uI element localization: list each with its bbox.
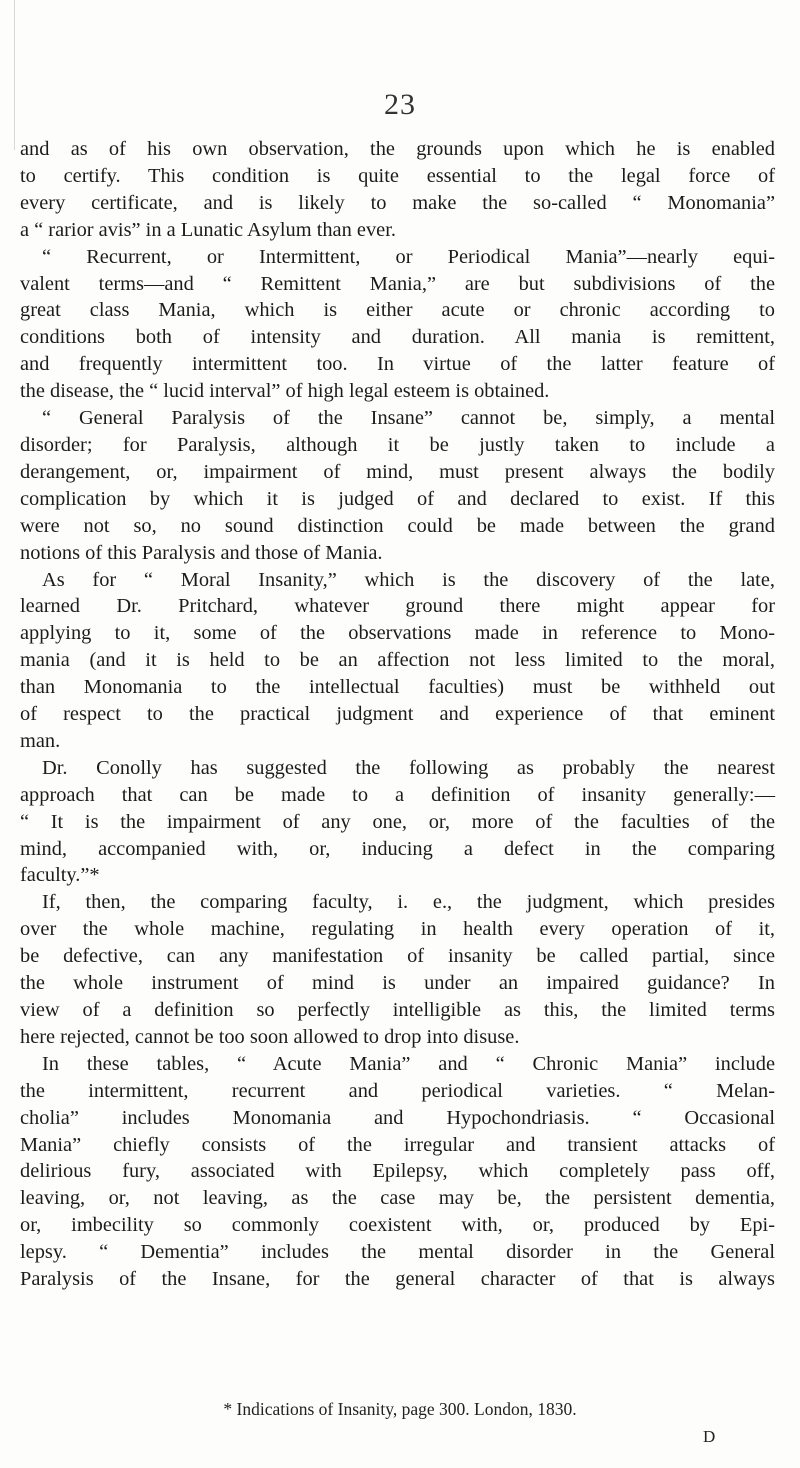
- text-line: disorder; for Paralysis, although it be justly taken to include a: [20, 433, 775, 456]
- text-line: lepsy. “ Dementia” includes the mental disorder in the General: [20, 1241, 775, 1264]
- text-line: every certificate, and is likely to make the so-called “ Monomania”: [20, 191, 775, 214]
- text-line: “ General Paralysis of the Insane” cannot be, simply, a mental: [42, 407, 775, 430]
- text-line: leaving, or, not leaving, as the case may be, the persistent dementia,: [20, 1187, 775, 1210]
- text-line: applying to it, some of the observations made in reference to Mono-: [20, 622, 775, 645]
- text-line: Paralysis of the Insane, for the general character of that is always: [20, 1268, 775, 1291]
- text-line: approach that can be made to a definition of insanity generally:—: [20, 783, 775, 806]
- text-line: or, imbecility so commonly coexistent with, or, produced by Epi-: [20, 1214, 775, 1237]
- text-line: and as of his own observation, the grounds upon which he is enabled: [20, 138, 775, 160]
- footnote: * Indications of Insanity, page 300. London, 1830.: [223, 1399, 577, 1419]
- text-line: In these tables, “ Acute Mania” and “ Chronic Mania” include: [42, 1052, 775, 1075]
- text-line: here rejected, cannot be too soon allowed to drop into disuse.: [20, 1025, 520, 1048]
- text-line: over the whole machine, regulating in health every operation of it,: [20, 918, 775, 941]
- text-line: man.: [20, 729, 61, 752]
- text-line: complication by which it is judged of and declared to exist. If this: [20, 487, 775, 510]
- text-line: than Monomania to the intellectual faculties) must be withheld out: [20, 676, 775, 699]
- page-number: 23: [384, 88, 416, 121]
- text-line: derangement, or, impairment of mind, must present always the bodily: [20, 460, 775, 483]
- text-line: were not so, no sound distinction could be made between the grand: [20, 514, 775, 537]
- text-line: Mania” chiefly consists of the irregular and transient attacks of: [20, 1133, 775, 1156]
- text-line: delirious fury, associated with Epilepsy, which completely pass off,: [20, 1160, 775, 1183]
- text-line: “ Recurrent, or Intermittent, or Periodical Mania”—nearly equi-: [42, 245, 775, 268]
- text-line: the intermittent, recurrent and periodical varieties. “ Melan-: [20, 1079, 775, 1102]
- text-line: faculty.”*: [20, 864, 100, 887]
- text-line: be defective, can any manifestation of insanity be called partial, since: [20, 945, 775, 968]
- text-line: great class Mania, which is either acute or chronic according to: [20, 299, 775, 322]
- text-line: mania (and it is held to be an affection not less limited to the moral,: [20, 649, 775, 672]
- text-line: cholia” includes Monomania and Hypochondriasis. “ Occasional: [20, 1106, 775, 1129]
- text-line: to certify. This condition is quite essential to the legal force of: [20, 164, 775, 187]
- text-line: notions of this Paralysis and those of Mania.: [20, 541, 383, 564]
- body-text: [20, 136, 775, 1293]
- text-line: and frequently intermittent too. In virtue of the latter feature of: [20, 353, 775, 376]
- text-line: If, then, the comparing faculty, i. e., the judgment, which presides: [42, 891, 775, 914]
- text-line: “ It is the impairment of any one, or, more of the faculties of the: [20, 810, 775, 833]
- signature-mark: D: [703, 1427, 716, 1446]
- text-line: As for “ Moral Insanity,” which is the discovery of the late,: [42, 568, 775, 591]
- text-line: a “ rarior avis” in a Lunatic Asylum than ever.: [20, 218, 396, 241]
- text-line: conditions both of intensity and duration. All mania is remittent,: [20, 326, 775, 349]
- text-line: the disease, the “ lucid interval” of high legal esteem is obtained.: [20, 380, 550, 403]
- text-line: valent terms—and “ Remittent Mania,” are but subdivisions of the: [20, 272, 775, 295]
- text-line: mind, accompanied with, or, inducing a defect in the comparing: [20, 837, 775, 860]
- text-line: Dr. Conolly has suggested the following as probably the nearest: [42, 756, 775, 779]
- text-line: of respect to the practical judgment and experience of that eminent: [20, 703, 775, 726]
- text-line: learned Dr. Pritchard, whatever ground there might appear for: [20, 595, 775, 618]
- text-line: the whole instrument of mind is under an impaired guidance? In: [20, 972, 775, 995]
- text-line: view of a definition so perfectly intelligible as this, the limited terms: [20, 999, 775, 1021]
- page-edge-mark: [0, 0, 15, 150]
